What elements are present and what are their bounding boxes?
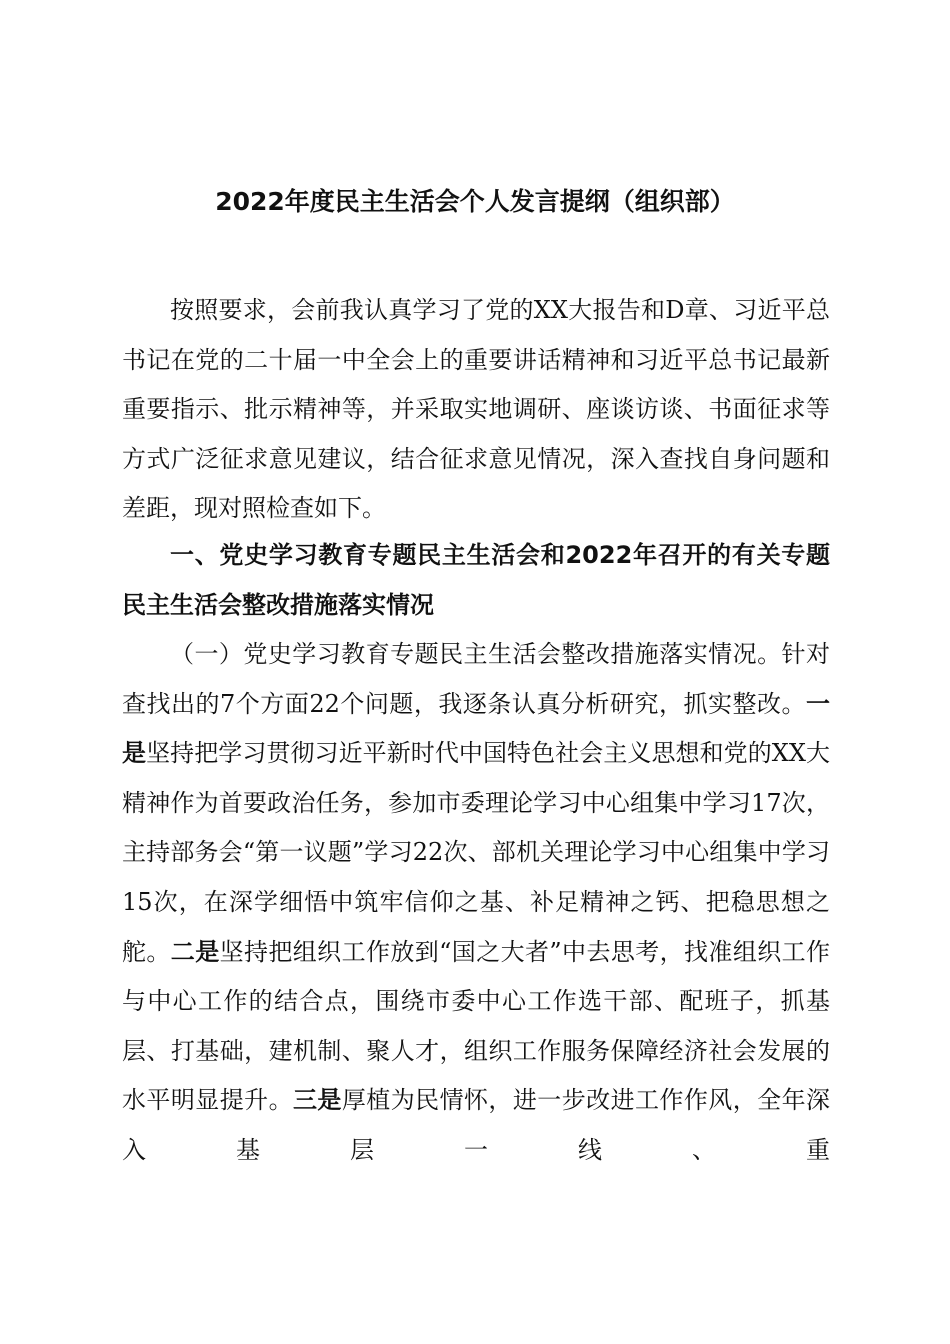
point-text-three: 厚植为民情怀，进一步改进工作作风，全年深入基层一线、重 <box>122 1086 831 1164</box>
point-text-two: 坚持把组织工作放到“国之大者”中去思考，找准组织工作与中心工作的结合点，围绕市委中心工作选干部、配班子，抓基层、打基础，建机制、聚人才，组织工作服务保障经济社会发展的水平明显提升。 <box>122 937 831 1115</box>
point-marker-one: 一是 <box>122 689 830 768</box>
subsection-paragraph <box>122 630 830 1176</box>
point-marker-two: 二是 <box>170 937 220 966</box>
point-marker-three: 三是 <box>293 1086 342 1115</box>
intro-paragraph: 按照要求，会前我认真学习了党的XX大报告和D章、习近平总书记在党的二十届一中全会上的重要讲话精神和习近平总书记最新重要指示、批示精神等，并采取实地调研、座谈访谈、书面征求等方式广泛征求意见建议，结合征求意见情况，深入查找自身问题和差距，现对照检查如下。 <box>122 296 830 523</box>
section-heading: 一、党史学习教育专题民主生活会和2022年召开的有关专题民主生活会整改措施落实情况 <box>122 541 830 619</box>
document-title: 2022年度民主生活会个人发言提纲（组织部） <box>215 187 735 216</box>
subsection-text: （一）党史学习教育专题民主生活会整改措施落实情况。针对查找出的7个方面22个问题，我逐条认真分析研究，抓实整改。 <box>122 640 830 718</box>
point-text-one: 坚持把学习贯彻习近平新时代中国特色社会主义思想和党的XX大精神作为首要政治任务，参加市委理论学习中心组集中学习17次，主持部务会“第一议题”学习22次、部机关理论学习中心组集中学习15次，在深学细悟中筑牢信仰之基、补足精神之钙、把稳思想之舵。 <box>122 739 831 966</box>
